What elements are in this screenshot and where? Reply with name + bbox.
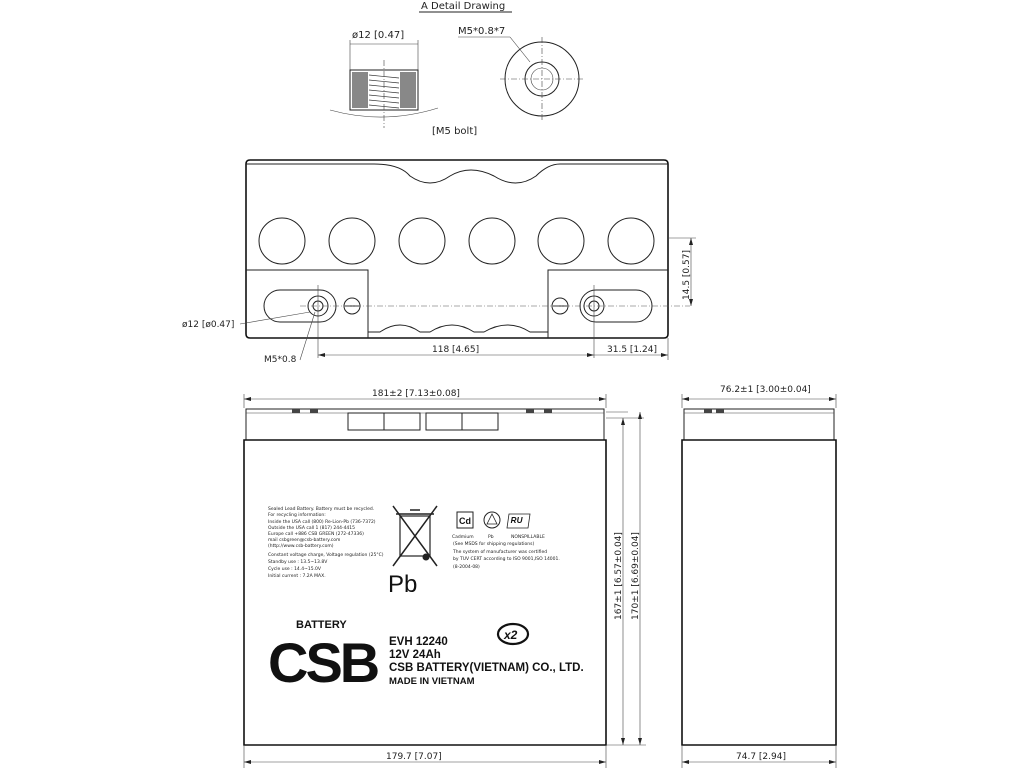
origin-text: MADE IN VIETNAM: [389, 676, 475, 687]
nut-section: [330, 30, 438, 128]
side-width-dim: 76.2±1 [3.00±0.04]: [720, 385, 811, 395]
front-height-dim: 167±1 [6.57±0.04]: [614, 532, 624, 620]
recycle-line: (http://www.csb-battery.com): [268, 544, 334, 549]
terminal-spacing-dim: 118 [4.65]: [432, 345, 480, 355]
cadmium-text: Cadmium: [452, 535, 474, 540]
vent-caps: [259, 218, 654, 264]
recycle-line: Europe call +886 CSB GREEN (272-47336): [268, 532, 364, 537]
cert-line: (See MSDS for shipping regulations): [453, 542, 535, 547]
side-base-width-dim: 74.7 [2.94]: [736, 752, 786, 762]
recycle-line: Inside the USA call (800) Re-Lion-Pb (736-7372): [268, 520, 376, 525]
brand-logo: CSB: [268, 631, 378, 694]
pb-mark: Pb: [388, 571, 418, 598]
recycle-line: Constant voltage charge, Voltage regulation (25°C): [268, 553, 384, 558]
rating-text: 12V 24Ah: [389, 649, 441, 661]
terminal-offset-dim: 31.5 [1.24]: [607, 345, 657, 355]
terminal-height-dim: 14.5 [0.57]: [682, 250, 692, 300]
svg-text:ᴿᵁ: ᴿᵁ: [510, 515, 523, 529]
top-view: [182, 160, 696, 365]
nut-diameter-dim: ø12 [0.47]: [352, 30, 405, 41]
recycle-line: Sealed Lead Battery. Battery must be recycled.: [268, 507, 375, 512]
cd-mark: Cd: [459, 516, 471, 526]
cert-line: by TUV CERT according to ISO 9001,ISO 14001.: [453, 557, 560, 562]
detail-drawing: [330, 1, 584, 137]
csb-logo: [268, 619, 378, 694]
recycle-line: mail csbgreen@csb-battery.com: [268, 538, 341, 543]
ul-icon: [507, 514, 545, 540]
x2-badge-icon: [498, 624, 528, 644]
thread-dim-top: M5*0.8: [264, 355, 297, 365]
brand-top: BATTERY: [296, 619, 347, 631]
front-base-width-dim: 179.7 [7.07]: [386, 752, 442, 762]
recycle-line: Standby use : 13.5~13.8V: [268, 560, 328, 565]
cadmium-icon: [452, 512, 474, 540]
thread-dim: M5*0.8*7: [458, 26, 506, 37]
battery-label: [268, 506, 584, 694]
bolt-label: [M5 bolt]: [432, 126, 478, 137]
front-view: [244, 389, 646, 768]
recycle-line: Outside the USA call 1 (817) 244-4415: [268, 526, 356, 531]
front-width-dim: 181±2 [7.13±0.08]: [372, 389, 460, 399]
side-view: [682, 385, 836, 768]
cert-line: (8-2004-08): [453, 565, 480, 570]
terminal-diameter-dim: ø12 [ø0.47]: [182, 320, 235, 330]
maker-text: CSB BATTERY(VIETNAM) CO., LTD.: [389, 662, 584, 674]
recycle-line: Cycle use : 14.4~15.0V: [268, 567, 321, 572]
detail-title: A Detail Drawing: [421, 1, 506, 12]
thread-top-view: [458, 26, 584, 121]
recycle-line: For recycling information:: [268, 513, 326, 518]
model-text: EVH 12240: [389, 636, 448, 648]
pb-small: Pb: [488, 535, 494, 540]
nonspillable-text: NONSPILLABLE: [511, 535, 545, 540]
recycle-info: [268, 506, 384, 579]
crossed-bin-icon: [393, 506, 437, 566]
recycle-icon: [484, 512, 500, 540]
cert-line: The system of manufacturer was certified: [453, 550, 548, 555]
svg-text:x2: x2: [504, 628, 518, 642]
recycle-line: Initial current : 7.2A MAX.: [268, 574, 326, 579]
front-total-height-dim: 170±1 [6.69±0.04]: [631, 532, 641, 620]
